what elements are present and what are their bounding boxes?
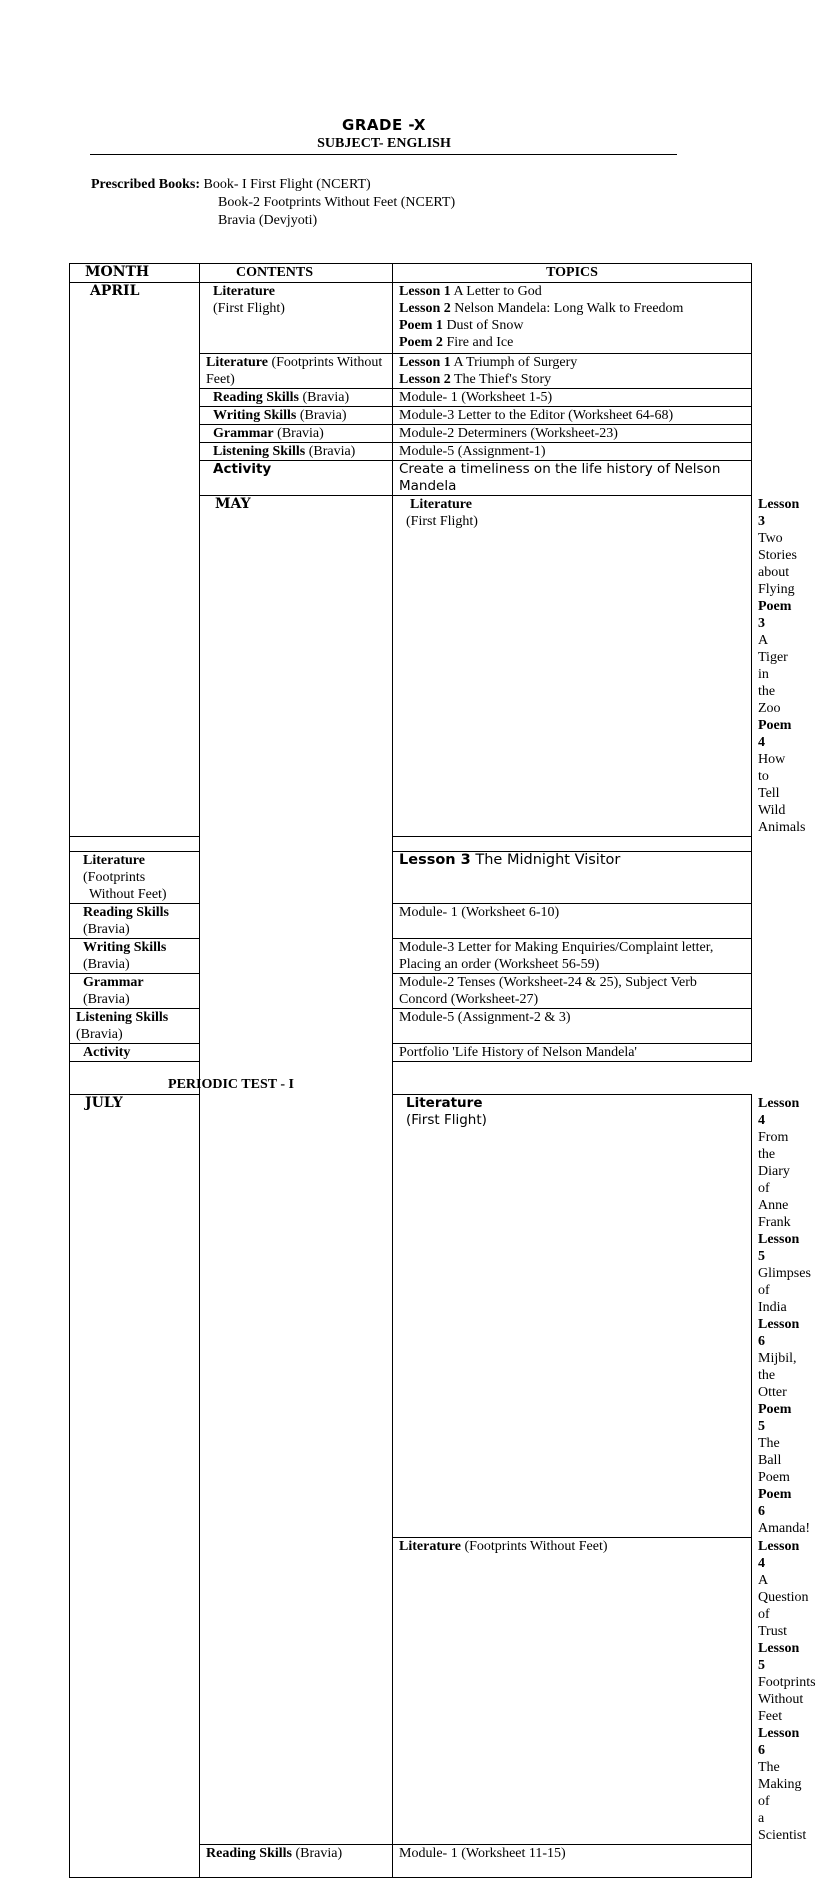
topic-label: Lesson 5 [758, 1641, 800, 1673]
table-row [70, 852, 752, 904]
contents-cell [200, 1845, 393, 1878]
book-1: Book- I First Flight (NCERT) [203, 177, 371, 192]
skill-label: Listening Skills [213, 444, 306, 459]
skill-label: Reading Skills [213, 390, 299, 405]
contents-cell [70, 939, 200, 974]
table-row [70, 974, 752, 1009]
header-divider [90, 154, 677, 155]
topics-cell: Create a timeliness on the life history of Nelson Mandela [393, 461, 752, 496]
book-name: (Bravia) [83, 957, 130, 972]
topic-text: Two Stories about Flying [758, 531, 797, 597]
topic-text: The Midnight Visitor [470, 852, 621, 868]
topic-text: Glimpses of India [758, 1266, 811, 1315]
contents-cell [393, 1095, 752, 1538]
table-row [70, 1095, 752, 1538]
activity-label: Activity [200, 461, 393, 496]
skill-label: Writing Skills [213, 408, 297, 423]
topic-label: Lesson 4 [758, 1096, 800, 1128]
topic-text: Nelson Mandela: Long Walk to Freedom [450, 301, 684, 316]
contents-cell [200, 443, 393, 461]
book-name: (Bravia) [296, 408, 347, 423]
book-name: (First Flight) [406, 514, 478, 529]
table-row [70, 939, 752, 974]
literature-label: Literature [399, 1539, 461, 1554]
col-topics-header: TOPICS [393, 264, 752, 283]
book-name: (Footprints Without Feet) [206, 355, 383, 387]
month-april: APRIL [70, 283, 200, 837]
book-name: (First Flight) [213, 301, 285, 316]
topics-cell: Module- 1 (Worksheet 11-15) [393, 1845, 752, 1878]
topic-label: Lesson 4 [758, 1539, 800, 1571]
book-3: Bravia (Devjyoti) [218, 213, 318, 228]
literature-label: Literature [83, 853, 145, 868]
syllabus-table [69, 263, 816, 1878]
empty-cell [393, 837, 752, 852]
topic-text: Fire and Ice [442, 335, 514, 350]
topic-text: The Making of a Scientist [758, 1760, 807, 1843]
topic-text: Amanda! [758, 1521, 811, 1536]
topics-cell: Portfolio 'Life History of Nelson Mandela' [393, 1044, 752, 1062]
topic-label: Lesson 6 [758, 1317, 800, 1349]
literature-label: Literature [410, 497, 472, 512]
topic-text: A Letter to God [450, 284, 542, 299]
topic-text: Footprints Without Feet [758, 1675, 816, 1724]
topics-cell: Module- 1 (Worksheet 1-5) [393, 389, 752, 407]
topics-cell [393, 852, 752, 904]
periodic-test-label: PERIODIC TEST - I [70, 1062, 393, 1095]
list-item [399, 334, 745, 351]
col-month-header: MONTH [70, 264, 200, 283]
topic-text: A Question of Trust [758, 1573, 809, 1639]
literature-label: Literature [206, 355, 268, 370]
skill-label: Writing Skills [83, 940, 167, 955]
topics-cell: Module- 1 (Worksheet 6-10) [393, 904, 752, 939]
books-label: Prescribed Books: [91, 177, 201, 192]
topic-label: Lesson 3 [399, 852, 471, 868]
book-name: (Footprints [83, 870, 146, 885]
topics-cell: Module-3 Letter to the Editor (Worksheet 64-68) [393, 407, 752, 425]
list-item [399, 317, 745, 334]
activity-label: Activity [70, 1044, 200, 1062]
topic-label: Poem 1 [399, 318, 443, 333]
topic-label: Poem 6 [758, 1487, 792, 1519]
topic-text: Mijbil, the Otter [758, 1351, 797, 1400]
book-name: (Bravia) [305, 444, 356, 459]
contents-cell [70, 974, 200, 1009]
table-row [70, 1062, 752, 1095]
book-name: Without Feet) [89, 887, 167, 902]
skill-label: Reading Skills [206, 1846, 292, 1861]
prescribed-books [91, 176, 455, 230]
list-item [399, 371, 745, 388]
skill-label: Listening Skills [76, 1010, 169, 1025]
books-line-1 [91, 176, 455, 194]
book-name: (Bravia) [298, 390, 350, 405]
topic-label: Lesson 3 [758, 497, 800, 529]
topic-label: Poem 3 [758, 599, 792, 631]
book-2: Book-2 Footprints Without Feet (NCERT) [218, 195, 456, 210]
topic-text: A Tiger in the Zoo [758, 633, 788, 716]
table-header-row [70, 264, 752, 283]
topic-label: Lesson 2 [399, 301, 451, 316]
topics-cell: Module-5 (Assignment-1) [393, 443, 752, 461]
book-name: (Bravia) [83, 992, 130, 1007]
list-item [399, 354, 745, 371]
book-name: (Bravia) [76, 1027, 123, 1042]
col-contents-header: CONTENTS [200, 264, 393, 283]
topic-text: The Thief's Story [450, 372, 552, 387]
subject-heading: SUBJECT- ENGLISH [317, 136, 451, 151]
topics-cell [393, 354, 752, 389]
literature-label: Literature [213, 284, 275, 299]
skill-label: Reading Skills [83, 905, 169, 920]
topic-label: Lesson 5 [758, 1232, 800, 1264]
book-name: (Bravia) [273, 426, 324, 441]
table-row [70, 1044, 752, 1062]
topic-label: Poem 5 [758, 1402, 792, 1434]
topic-text: From the Diary of Anne Frank [758, 1130, 791, 1230]
topics-cell [393, 283, 752, 354]
table-row [70, 904, 752, 939]
grade-heading: GRADE -X [342, 116, 426, 134]
contents-cell [200, 283, 393, 354]
skill-label: Grammar [213, 426, 274, 441]
book-name: (Bravia) [83, 922, 130, 937]
book-name: (Bravia) [291, 1846, 343, 1861]
topics-cell: Module-5 (Assignment-2 & 3) [393, 1009, 752, 1044]
book-name: (First Flight) [406, 1112, 487, 1128]
literature-label: Literature [406, 1095, 483, 1111]
contents-cell [200, 354, 393, 389]
topics-cell: Module-3 Letter for Making Enquiries/Complaint letter, Placing an order (Worksheet 56-59) [393, 939, 752, 974]
month-july: JULY [70, 1095, 200, 1878]
contents-cell [200, 389, 393, 407]
contents-cell [200, 407, 393, 425]
contents-cell [70, 1009, 200, 1044]
table-row [70, 837, 752, 852]
contents-cell [70, 852, 200, 904]
topic-text: The Ball Poem [758, 1436, 790, 1485]
list-item [399, 283, 745, 300]
empty-cell [70, 837, 200, 852]
topic-label: Lesson 2 [399, 372, 451, 387]
contents-cell [393, 496, 752, 837]
contents-cell [200, 425, 393, 443]
topics-cell: Module-2 Determiners (Worksheet-23) [393, 425, 752, 443]
table-row [70, 283, 752, 354]
contents-cell [70, 904, 200, 939]
book-name: (Footprints Without Feet) [460, 1539, 608, 1554]
topic-text: How to Tell Wild Animals [758, 752, 806, 835]
month-may: MAY [200, 496, 393, 1845]
topic-label: Lesson 1 [399, 284, 451, 299]
list-item [399, 300, 745, 317]
topic-text: Dust of Snow [442, 318, 524, 333]
topics-cell: Module-2 Tenses (Worksheet-24 & 25), Subject Verb Concord (Worksheet-27) [393, 974, 752, 1009]
skill-label: Grammar [83, 975, 144, 990]
topic-label: Lesson 1 [399, 355, 451, 370]
topic-label: Poem 2 [399, 335, 443, 350]
topic-label: Lesson 6 [758, 1726, 800, 1758]
table-row [70, 1009, 752, 1044]
topic-text: A Triumph of Surgery [450, 355, 578, 370]
contents-cell [393, 1538, 752, 1845]
topic-label: Poem 4 [758, 718, 792, 750]
